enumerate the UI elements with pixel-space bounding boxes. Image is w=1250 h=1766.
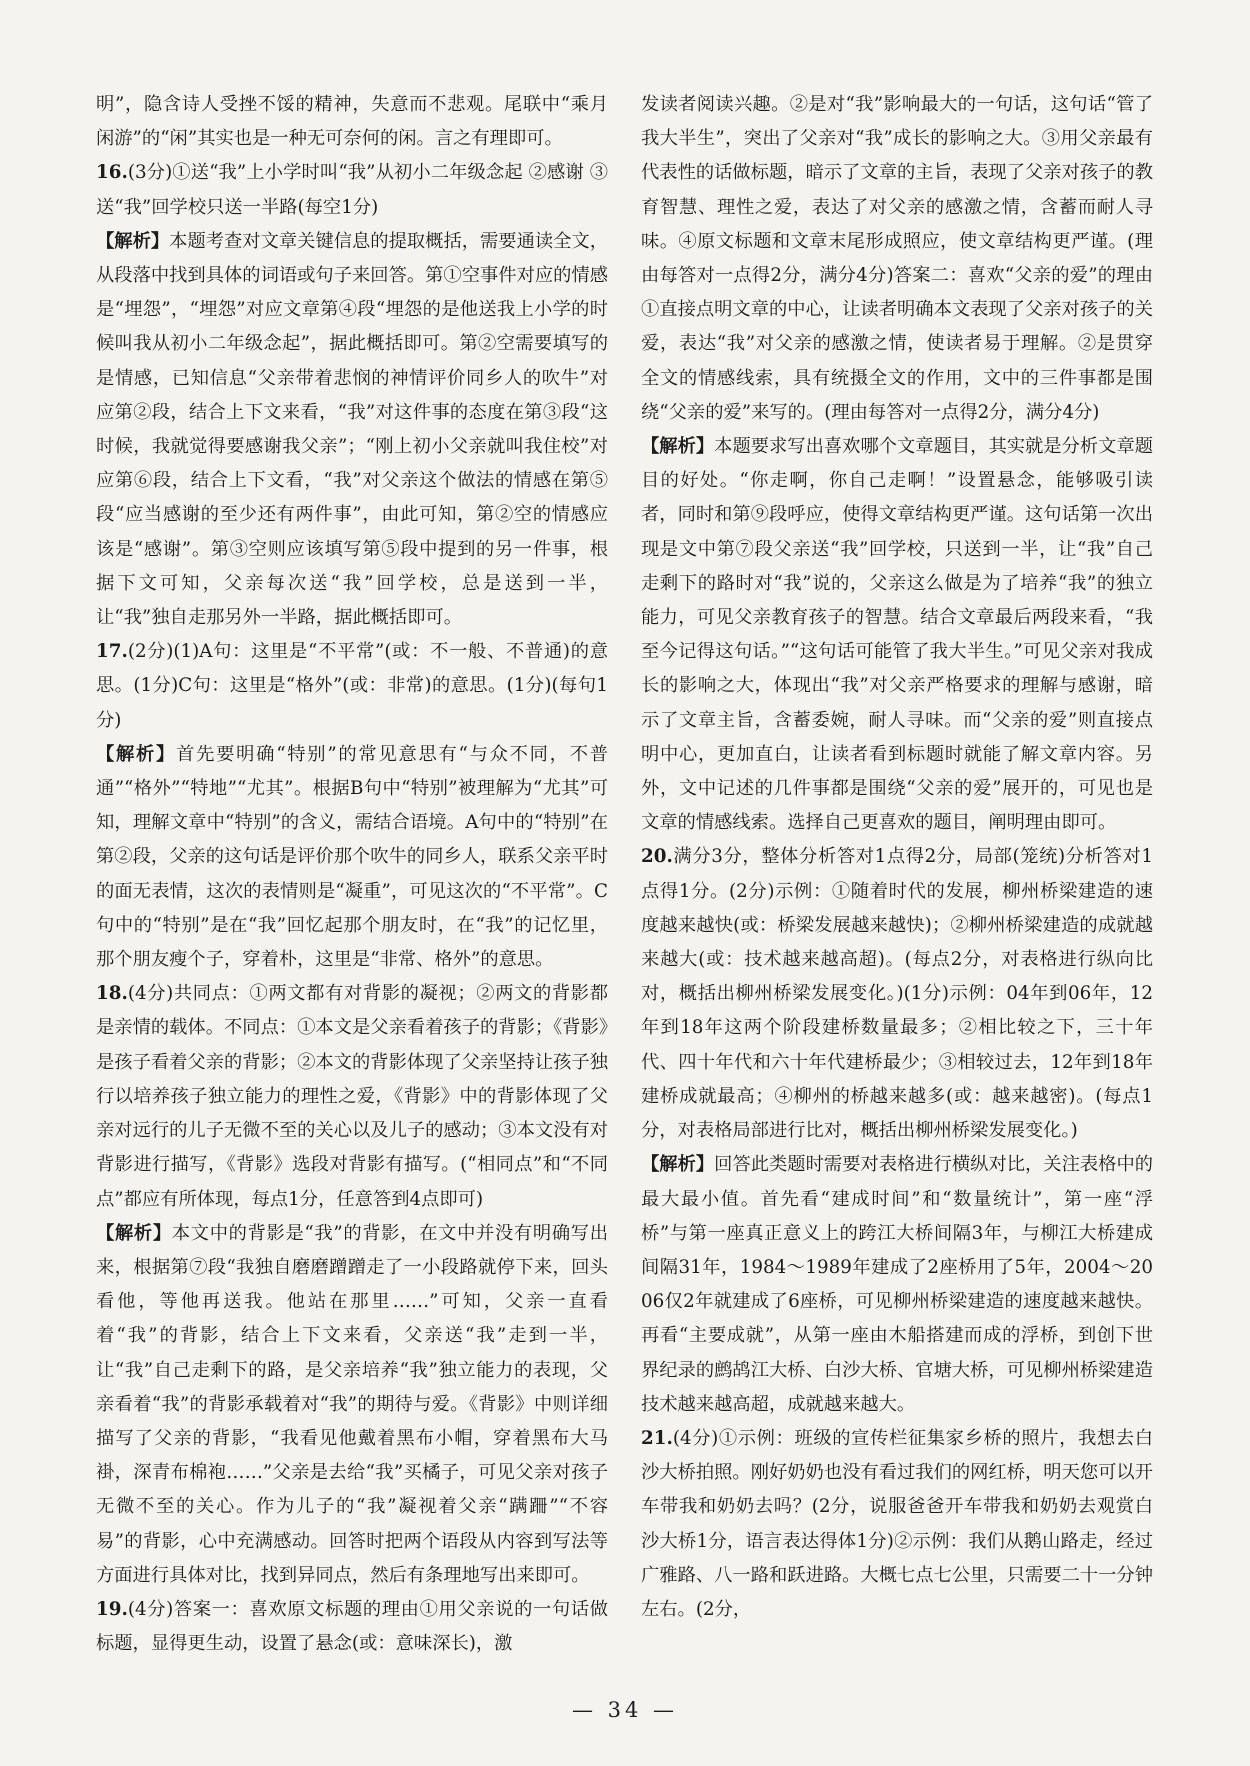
answer-paragraph: 19.(4分)答案一：喜欢原文标题的理由①用父亲说的一句话做标题，显得更生动，设置了悬念(或：意味深长)，激: [96, 1598, 608, 1655]
analysis-paragraph: 【解析】首先要明确“特别”的常见意思有“与众不同，不普通”“格外”“特地”“尤其”。根据B句中“特别”被理解为“尤其”可知，理解文章中“特别”的含义，需结合语境。A句中的“特别”在第②段，父亲的这句话是评价那个吹牛的同乡人，联系父亲平时的面无表情，这次的表情则是“凝重”，可见这次的“不平常”。C句中的“特别”是在“我”回忆起那个朋友时，在“我”的记忆里，那个朋友瘦个子，穿着朴，这里是“非常、格外”的意思。: [96, 743, 609, 971]
analysis-paragraph: 【解析】回答此类题时需要对表格进行横纵对比，关注表格中的最大最小值。首先看“建成时间”和“数量统计”，第一座“浮桥”与第一座真正意义上的跨江大桥间隔3年，与柳江大桥建成间隔31年，1984～1989年建成了2座桥用了5年，2004～2006仅2年就建成了6座桥，可见柳州桥梁建造的速度越来越快。再看“主要成就”，从第一座由木船搭建而成的浮桥，到创下世界纪录的鹧鸪江大桥、白沙大桥、官塘大桥，可见柳州桥梁建造技术越来越高超，成就越来越大。: [641, 1154, 1154, 1415]
analysis-paragraph: 【解析】本题考查对文章关键信息的提取概括，需要通读全文，从段落中找到具体的词语或句子来回答。第①空事件对应的情感是“埋怨”，“埋怨”对应文章第④段“埋怨的是他送我上小学的时候叫我从初小二年级念起”，据此概括即可。第②空需要填写的是情感，已知信息“父亲带着悲悯的神情评价同乡人的吹牛”对应第②段，结合上下文来看，“我”对这件事的态度在第③段“这时候，我就觉得要感谢我父亲”；“刚上初小父亲就叫我住校”对应第⑥段，结合上下文看，“我”对父亲这个做法的情感在第⑤段“应当感谢的至少还有两件事”，由此可知，第②空的情感应该是“感谢”。第③空则应该填写第⑤段中提到的另一件事，根据下文可知，父亲每次送“我”回学校，总是送到一半，让“我”独自走那另外一半路，据此概括即可。: [96, 230, 609, 629]
answer-paragraph: 明”，隐含诗人受挫不馁的精神，失意而不悲观。尾联中“乘月闲游”的“闲”其实也是一种无可奈何的闲。言之有理即可。: [96, 94, 608, 150]
answer-paragraph: 18.(4分)共同点：①两文都有对背影的凝视；②两文的背影都是亲情的载体。不同点：①本文是父亲看着孩子的背影；《背影》是孩子看着父亲的背影；②本文的背影体现了父亲坚持让孩子独行以培养孩子独立能力的理性之爱，《背影》中的背影体现了父亲对远行的儿子无微不至的关心以及儿子的感动；③本文没有对背影进行描写，《背影》选段对背影有描写。(“相同点”和“不同点”都应有所体现，每点1分，任意答到4点即可): [96, 983, 608, 1210]
analysis-paragraph: 【解析】本题要求写出喜欢哪个文章题目，其实就是分析文章题目的好处。“你走啊，你自己走啊！”设置悬念，能够吸引读者，同时和第⑨段呼应，使得文章结构更严谨。这句话第一次出现是文中第⑦段父亲送“我”回学校，只送到一半，让“我”自己走剩下的路时对“我”说的，父亲这么做是为了培养“我”的独立能力，可见父亲教育孩子的智慧。结合文章最后两段来看，“我至今记得这句话。”“这句话可能管了我大半生。”可见父亲对我成长的影响之大，体现出“我”对父亲严格要求的理解与感谢，暗示了文章主旨，含蓄委婉，耐人寻味。而“父亲的爱”则直接点明中心，更加直白，让读者看到标题时就能了解文章内容。另外，文中记述的几件事都是围绕“父亲的爱”展开的，可见也是文章的情感线索。选择自己更喜欢的题目，阐明理由即可。: [641, 436, 1154, 834]
answer-paragraph: 发读者阅读兴趣。②是对“我”影响最大的一句话，这句话“管了我大半生”，突出了父亲对“我”成长的影响之大。③用父亲最有代表性的话做标题，暗示了文章的主旨，表现了父亲对孩子的教育智慧、理性之爱，表达了对父亲的感激之情，含蓄而耐人寻味。④原文标题和文章末尾形成照应，使文章结构更严谨。(理由每答对一点得2分，满分4分)答案二：喜欢“父亲的爱”的理由①直接点明文章的中心，让读者明确本文表现了父亲对孩子的关爱，表达“我”对父亲的感激之情，使读者易于理解。②是贯穿全文的情感线索，具有统摄全文的作用，文中的三件事都是围绕“父亲的爱”来写的。(理由每答对一点得2分，满分4分): [641, 94, 1153, 423]
answer-paragraph: 20.满分3分，整体分析答对1点得2分，局部(笼统)分析答对1点得1分。(2分)示例：①随着时代的发展，柳州桥梁建造的速度越来越快(或：桥梁发展越来越快)；②柳州桥梁建造的成就越来越大(或：技术越来越高超)。(每点2分，对表格进行纵向比对，概括出柳州桥梁发展变化。)(1分)示例：04年到06年，12年到18年这两个阶段建桥数量最多；②相比较之下，三十年代、四十年代和六十年代建桥最少；③相较过去，12年到18年建桥成就最高；④柳州的桥越来越多(或：越来越密)。(每点1分，对表格局部进行比对，概括出柳州桥梁发展变化。): [641, 846, 1153, 1142]
page-number: — 34 —: [571, 1698, 679, 1722]
answer-paragraph: 17.(2分)(1)A句：这里是“不平常”(或：不一般、不普通)的意思。(1分)C句：这里是“格外”(或：非常)的意思。(1分)(每句1分): [96, 641, 608, 731]
right-column: [641, 88, 1153, 1627]
answer-paragraph: 21.(4分)①示例：班级的宣传栏征集家乡桥的照片，我想去白沙大桥拍照。刚好奶奶也没有看过我们的网红桥，明天您可以开车带我和奶奶去吗？(2分，说服爸爸开车带我和奶奶去观赏白沙大桥1分，语言表达得体1分)②示例：我们从鹅山路走，经过广雅路、八一路和跃进路。大概七点七公里，只需要二十一分钟左右。(2分，: [641, 1427, 1153, 1620]
answer-paragraph: 16.(3分)①送“我”上小学时叫“我”从初小二年级念起 ②感谢 ③送“我”回学校只送一半路(每空1分): [96, 162, 608, 218]
left-column: [96, 88, 608, 1661]
analysis-paragraph: 【解析】本文中的背影是“我”的背影，在文中并没有明确写出来，根据第⑦段“我独自磨磨蹭蹭走了一小段路就停下来，回头看他，等他再送我。他站在那里……”可知，父亲一直看着“我”的背影，结合上下文来看，父亲送“我”走到一半，让“我”自己走剩下的路，是父亲培养“我”独立能力的表现，父亲看着“我”的背影承载着对“我”的期待与爱。《背影》中则详细描写了父亲的背影，“我看见他戴着黑布小帽，穿着黑布大马褂，深青布棉袍……”父亲是去给“我”买橘子，可见父亲对孩子无微不至的关心。作为儿子的“我”凝视着父亲“蹒跚”“不容易”的背影，心中充满感动。回答时把两个语段从内容到写法等方面进行具体对比，找到异同点，然后有条理地写出来即可。: [96, 1222, 608, 1586]
